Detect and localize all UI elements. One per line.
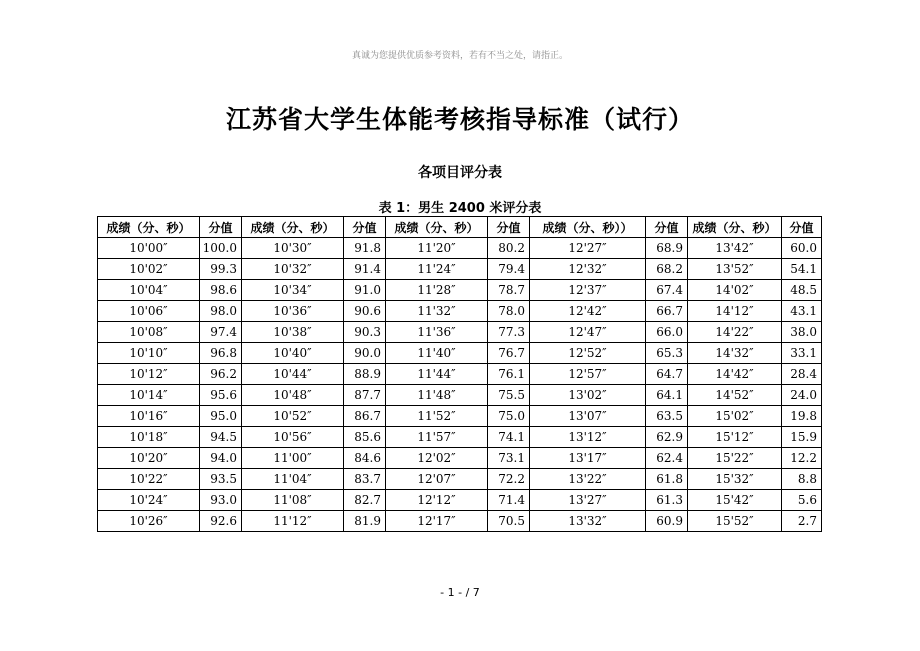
table-row	[98, 448, 822, 469]
score-cell: 68.2	[646, 259, 688, 280]
score-cell: 62.4	[646, 448, 688, 469]
score-cell: 33.1	[782, 343, 822, 364]
score-cell: 77.3	[488, 322, 530, 343]
time-cell: 12'02″	[386, 448, 488, 469]
score-cell: 95.6	[200, 385, 242, 406]
score-cell: 96.8	[200, 343, 242, 364]
score-cell: 94.5	[200, 427, 242, 448]
header-score: 分值	[646, 217, 688, 238]
time-cell: 12'37″	[530, 280, 646, 301]
time-cell: 10'22″	[98, 469, 200, 490]
score-cell: 70.5	[488, 511, 530, 532]
score-cell: 81.9	[344, 511, 386, 532]
time-cell: 11'24″	[386, 259, 488, 280]
score-cell: 96.2	[200, 364, 242, 385]
time-cell: 15'22″	[688, 448, 782, 469]
table-row	[98, 427, 822, 448]
score-cell: 100.0	[200, 238, 242, 259]
time-cell: 15'02″	[688, 406, 782, 427]
score-cell: 90.0	[344, 343, 386, 364]
time-cell: 15'42″	[688, 490, 782, 511]
table-row	[98, 343, 822, 364]
score-cell: 98.6	[200, 280, 242, 301]
score-cell: 54.1	[782, 259, 822, 280]
time-cell: 10'00″	[98, 238, 200, 259]
time-cell: 12'47″	[530, 322, 646, 343]
time-cell: 10'18″	[98, 427, 200, 448]
time-cell: 11'40″	[386, 343, 488, 364]
score-cell: 91.0	[344, 280, 386, 301]
time-cell: 12'17″	[386, 511, 488, 532]
score-cell: 48.5	[782, 280, 822, 301]
time-cell: 15'12″	[688, 427, 782, 448]
time-cell: 11'20″	[386, 238, 488, 259]
score-cell: 87.7	[344, 385, 386, 406]
score-cell: 84.6	[344, 448, 386, 469]
table-body	[98, 238, 822, 532]
time-cell: 10'24″	[98, 490, 200, 511]
table-caption: 表 1：男生 2400 米评分表	[378, 201, 542, 216]
time-cell: 12'27″	[530, 238, 646, 259]
header-time: 成绩（分、秒）	[386, 217, 488, 238]
watermark-text: 真诚为您提供优质参考资料，若有不当之处，请指正。	[351, 51, 568, 61]
time-cell: 10'56″	[242, 427, 344, 448]
table-row	[98, 280, 822, 301]
score-cell: 90.6	[344, 301, 386, 322]
score-cell: 99.3	[200, 259, 242, 280]
time-cell: 15'52″	[688, 511, 782, 532]
time-cell: 11'44″	[386, 364, 488, 385]
table-header-row	[98, 217, 822, 238]
score-cell: 91.4	[344, 259, 386, 280]
time-cell: 10'08″	[98, 322, 200, 343]
time-cell: 11'04″	[242, 469, 344, 490]
score-cell: 79.4	[488, 259, 530, 280]
score-cell: 80.2	[488, 238, 530, 259]
time-cell: 15'32″	[688, 469, 782, 490]
score-cell: 64.7	[646, 364, 688, 385]
score-cell: 19.8	[782, 406, 822, 427]
score-cell: 74.1	[488, 427, 530, 448]
time-cell: 11'12″	[242, 511, 344, 532]
table-row	[98, 364, 822, 385]
time-cell: 14'12″	[688, 301, 782, 322]
score-cell: 8.8	[782, 469, 822, 490]
score-cell: 61.3	[646, 490, 688, 511]
score-cell: 95.0	[200, 406, 242, 427]
score-cell: 78.0	[488, 301, 530, 322]
score-cell: 88.9	[344, 364, 386, 385]
time-cell: 12'12″	[386, 490, 488, 511]
time-cell: 14'02″	[688, 280, 782, 301]
time-cell: 14'22″	[688, 322, 782, 343]
score-cell: 15.9	[782, 427, 822, 448]
score-cell: 91.8	[344, 238, 386, 259]
time-cell: 10'32″	[242, 259, 344, 280]
time-cell: 10'02″	[98, 259, 200, 280]
time-cell: 10'48″	[242, 385, 344, 406]
table-row	[98, 238, 822, 259]
header-score: 分值	[488, 217, 530, 238]
time-cell: 13'32″	[530, 511, 646, 532]
time-cell: 10'30″	[242, 238, 344, 259]
time-cell: 10'16″	[98, 406, 200, 427]
score-cell: 75.0	[488, 406, 530, 427]
time-cell: 11'00″	[242, 448, 344, 469]
page-number: - 1 - / 7	[440, 586, 480, 599]
score-cell: 12.2	[782, 448, 822, 469]
score-cell: 62.9	[646, 427, 688, 448]
time-cell: 11'36″	[386, 322, 488, 343]
time-cell: 11'28″	[386, 280, 488, 301]
score-cell: 92.6	[200, 511, 242, 532]
time-cell: 13'52″	[688, 259, 782, 280]
score-cell: 93.5	[200, 469, 242, 490]
table-row	[98, 301, 822, 322]
score-cell: 5.6	[782, 490, 822, 511]
time-cell: 14'32″	[688, 343, 782, 364]
score-cell: 76.1	[488, 364, 530, 385]
score-cell: 28.4	[782, 364, 822, 385]
score-cell: 97.4	[200, 322, 242, 343]
time-cell: 10'44″	[242, 364, 344, 385]
time-cell: 10'10″	[98, 343, 200, 364]
time-cell: 12'57″	[530, 364, 646, 385]
time-cell: 12'07″	[386, 469, 488, 490]
score-cell: 66.7	[646, 301, 688, 322]
score-cell: 73.1	[488, 448, 530, 469]
time-cell: 12'52″	[530, 343, 646, 364]
time-cell: 13'27″	[530, 490, 646, 511]
table-row	[98, 469, 822, 490]
table-row	[98, 406, 822, 427]
time-cell: 10'36″	[242, 301, 344, 322]
header-score: 分值	[200, 217, 242, 238]
score-cell: 82.7	[344, 490, 386, 511]
score-cell: 2.7	[782, 511, 822, 532]
time-cell: 10'06″	[98, 301, 200, 322]
score-cell: 72.2	[488, 469, 530, 490]
time-cell: 13'02″	[530, 385, 646, 406]
time-cell: 13'17″	[530, 448, 646, 469]
score-cell: 71.4	[488, 490, 530, 511]
score-cell: 94.0	[200, 448, 242, 469]
table-row	[98, 490, 822, 511]
time-cell: 10'40″	[242, 343, 344, 364]
table-row	[98, 259, 822, 280]
table-row	[98, 385, 822, 406]
score-cell: 65.3	[646, 343, 688, 364]
score-cell: 68.9	[646, 238, 688, 259]
header-time: 成绩（分、秒））	[530, 217, 646, 238]
header-time: 成绩（分、秒）	[98, 217, 200, 238]
time-cell: 13'07″	[530, 406, 646, 427]
document-title: 江苏省大学生体能考核指导标准（试行）	[225, 105, 694, 134]
time-cell: 10'04″	[98, 280, 200, 301]
score-cell: 24.0	[782, 385, 822, 406]
time-cell: 13'42″	[688, 238, 782, 259]
time-cell: 13'22″	[530, 469, 646, 490]
score-cell: 75.5	[488, 385, 530, 406]
table-row	[98, 322, 822, 343]
score-cell: 67.4	[646, 280, 688, 301]
time-cell: 10'38″	[242, 322, 344, 343]
time-cell: 11'08″	[242, 490, 344, 511]
header-score: 分值	[782, 217, 822, 238]
section-subtitle: 各项目评分表	[418, 165, 502, 181]
score-table	[97, 216, 822, 532]
score-cell: 83.7	[344, 469, 386, 490]
score-cell: 90.3	[344, 322, 386, 343]
score-cell: 63.5	[646, 406, 688, 427]
time-cell: 11'32″	[386, 301, 488, 322]
header-time: 成绩（分、秒）	[242, 217, 344, 238]
score-cell: 66.0	[646, 322, 688, 343]
score-cell: 93.0	[200, 490, 242, 511]
score-cell: 43.1	[782, 301, 822, 322]
header-score: 分值	[344, 217, 386, 238]
score-cell: 86.7	[344, 406, 386, 427]
score-cell: 98.0	[200, 301, 242, 322]
time-cell: 10'14″	[98, 385, 200, 406]
time-cell: 10'20″	[98, 448, 200, 469]
time-cell: 14'52″	[688, 385, 782, 406]
time-cell: 10'34″	[242, 280, 344, 301]
score-cell: 78.7	[488, 280, 530, 301]
score-cell: 38.0	[782, 322, 822, 343]
score-cell: 60.9	[646, 511, 688, 532]
score-cell: 64.1	[646, 385, 688, 406]
time-cell: 13'12″	[530, 427, 646, 448]
time-cell: 12'32″	[530, 259, 646, 280]
time-cell: 10'26″	[98, 511, 200, 532]
time-cell: 10'52″	[242, 406, 344, 427]
score-cell: 85.6	[344, 427, 386, 448]
header-time: 成绩（分、秒）	[688, 217, 782, 238]
time-cell: 11'48″	[386, 385, 488, 406]
time-cell: 11'52″	[386, 406, 488, 427]
score-cell: 61.8	[646, 469, 688, 490]
table-row	[98, 511, 822, 532]
time-cell: 12'42″	[530, 301, 646, 322]
time-cell: 11'57″	[386, 427, 488, 448]
score-cell: 60.0	[782, 238, 822, 259]
score-cell: 76.7	[488, 343, 530, 364]
time-cell: 10'12″	[98, 364, 200, 385]
time-cell: 14'42″	[688, 364, 782, 385]
